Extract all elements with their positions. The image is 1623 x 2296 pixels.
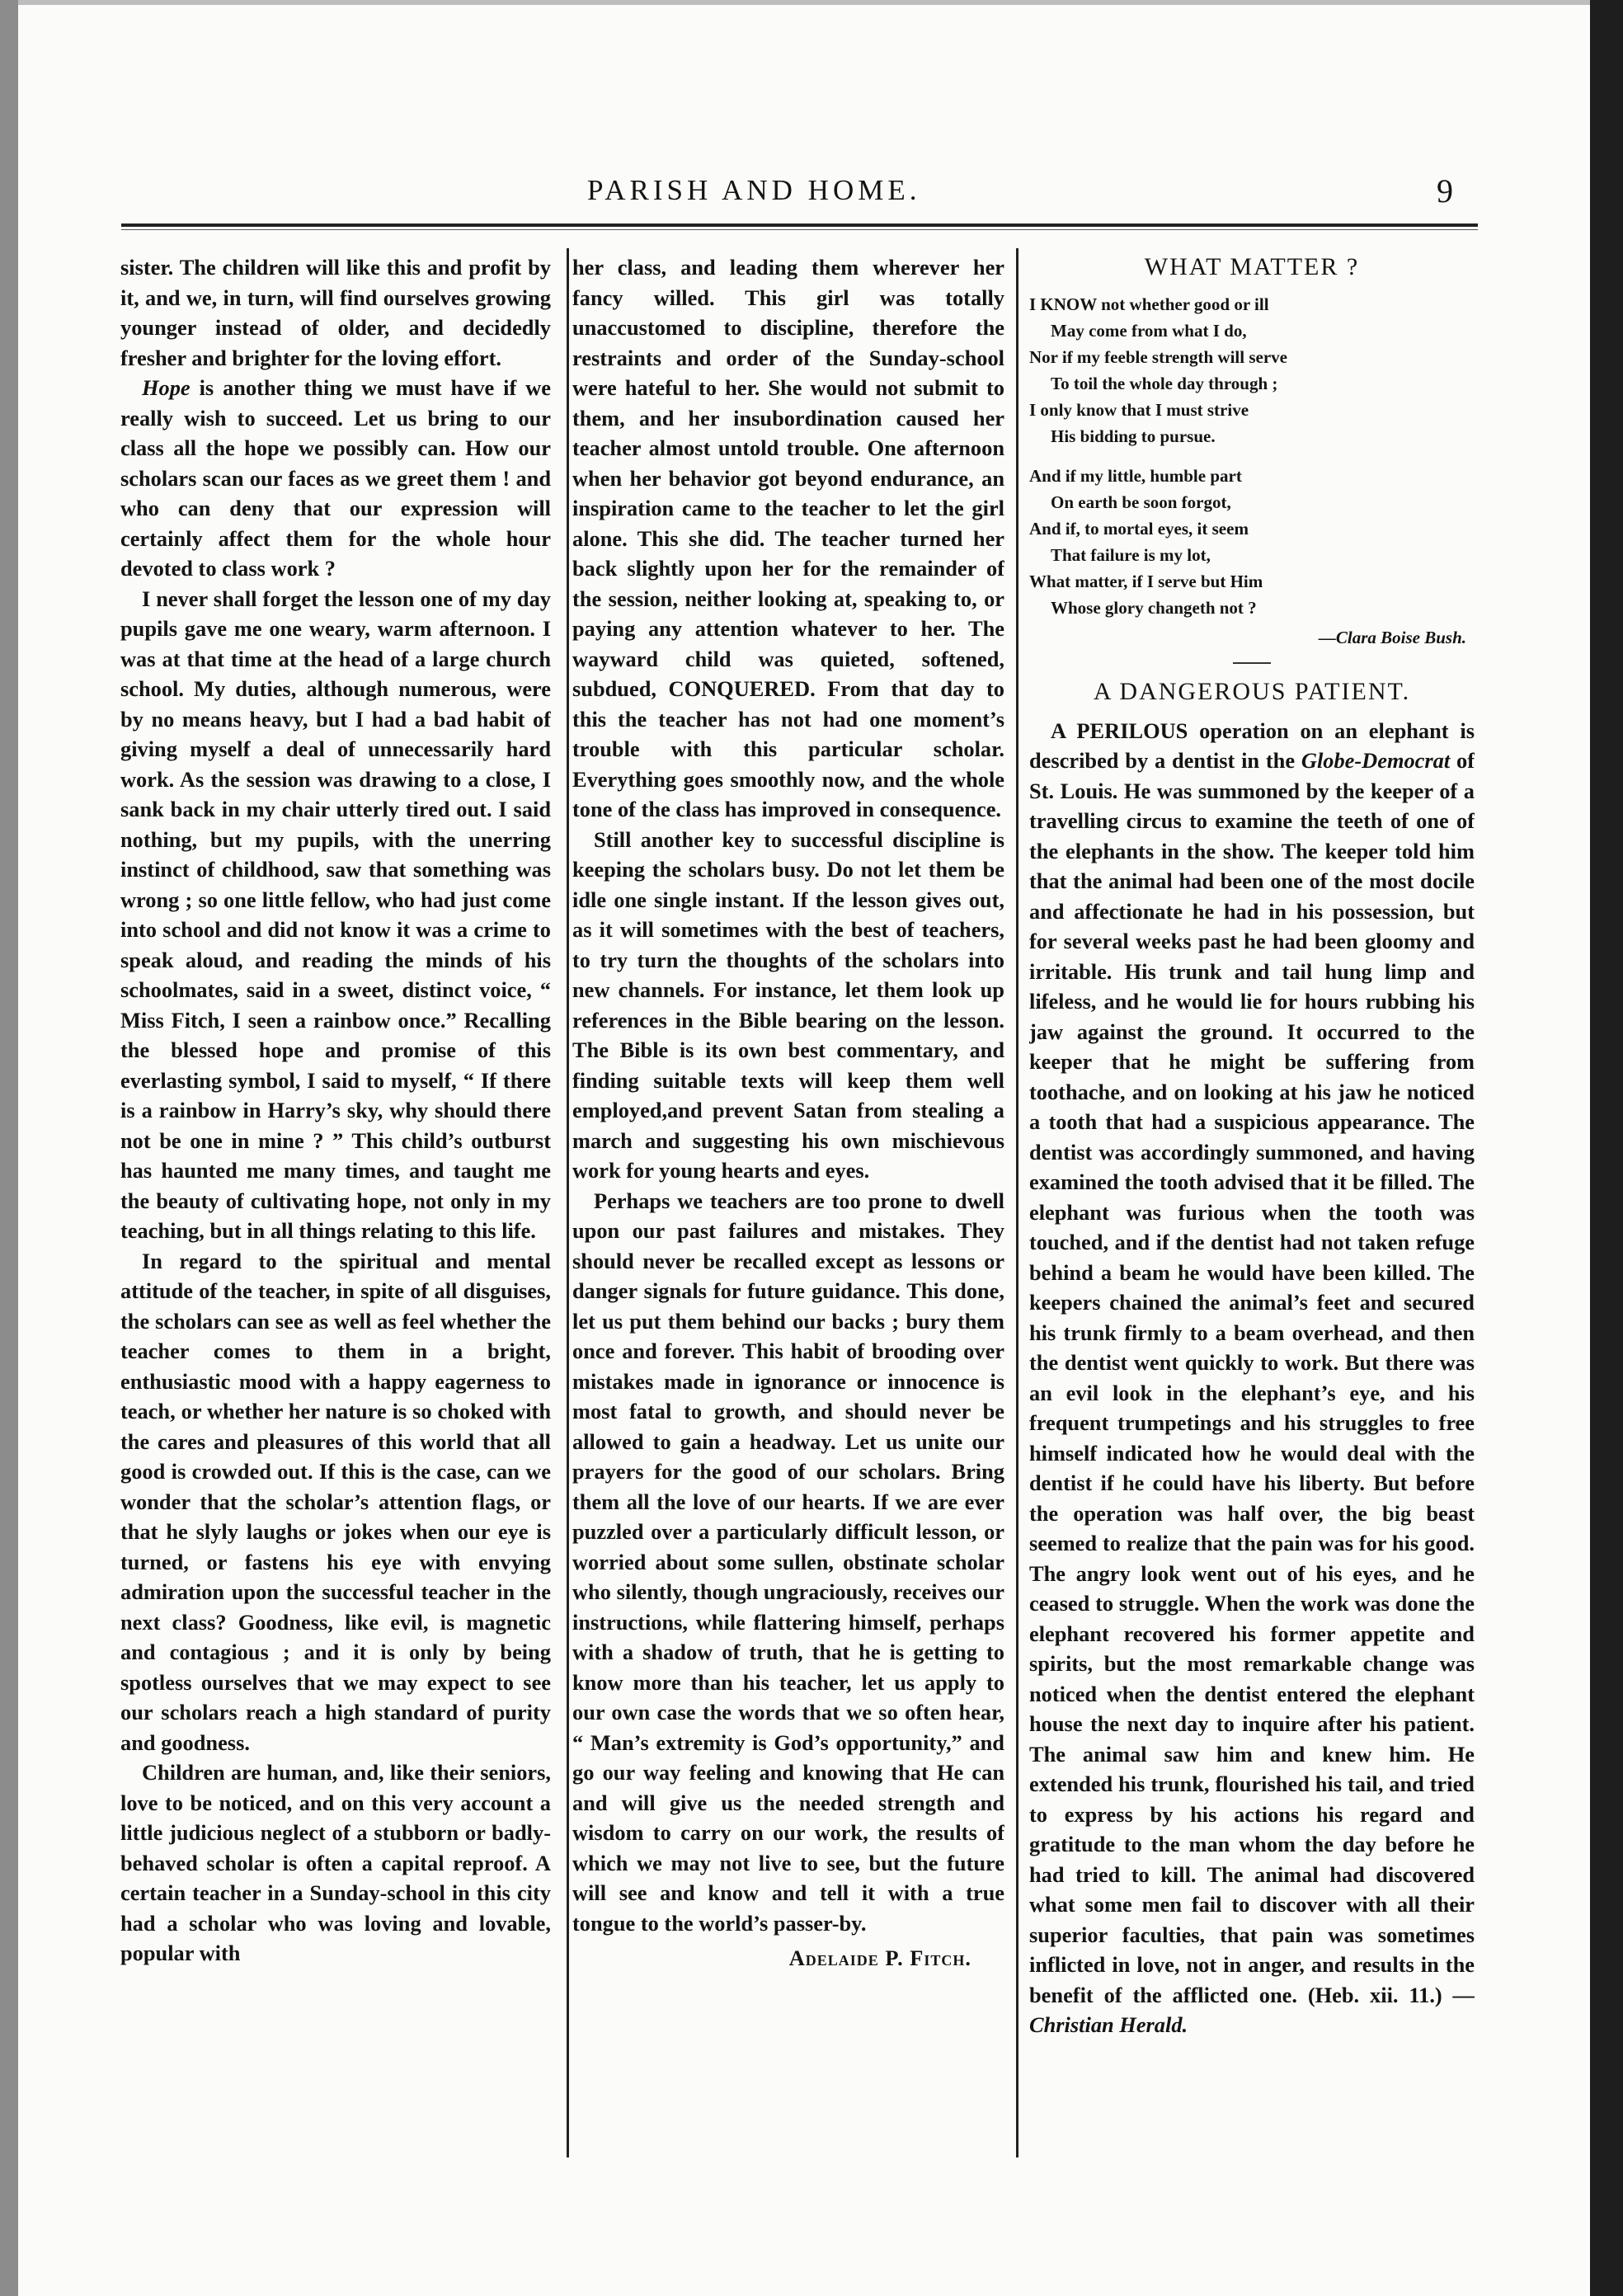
poem-line: What matter, if I serve but Him [1029,571,1263,591]
poem-line: And if, to mortal eyes, it seem [1029,518,1249,539]
article-text: A PERILOUS operation on an elephant is described by a dentist in the [1029,718,1475,773]
poem [1029,291,1475,621]
paragraph: her class, and leading them wherever her fancy willed. This girl was totally unaccustomed to discipline, therefore the restraints and order of the Sunday-school were hateful to her. She would not submit to them, and her insubordination caused her teacher almost untold trouble. One afternoon when her behavior got beyond endurance, an inspiration came to the teacher to let the girl alone. This she did. The teacher turned her back slightly upon her for the remainder of the session, neither looking at, speaking to, or paying any attention whatever to her. The wayward child was quieted, softened, subdued, CONQUERED. From that day to this the teacher has not had one moment’s trouble with this particular scholar. Everything goes smoothly now, and the whole tone of the class has improved in consequence. [572,255,1004,821]
column-left [120,252,551,2174]
scan-edge-left [0,0,18,2296]
section-divider [1233,662,1271,664]
lead-word: Hope [142,375,191,400]
poem-author: —Clara Boise Bush. [1318,627,1466,647]
poem-line: Nor if my feeble strength will serve [1029,346,1287,367]
poem-stanza [1029,463,1475,621]
article-title: A DANGEROUS PATIENT. [1093,678,1411,705]
source-name: Globe-Democrat [1301,748,1451,773]
poem-stanza [1029,291,1475,449]
poem-line: I only know that I must strive [1029,399,1249,420]
paragraph: In regard to the spiritual and mental attitude of the teacher, in spite of all disguises, the scholars can see as well as feel whether the teacher comes to them in a bright, enthusiastic mood with a happy eagerness to teach, or whether her nature is so choked with the cares and pleasures of this world that all good is crowded out. If this is the case, can we wonder that the scholar’s attention flags, or that he slyly laughs or jokes when our eye is turned, or fastens his eye with envying admiration upon the successful teacher in the next class? Goodness, like evil, is magnetic and contagious ; and it is only by being spotless ourselves that we may expect to see our scholars reach a high standard of purity and goodness. [120,1248,551,1755]
article-credit: —Christian Herald. [1029,1982,1475,2037]
header-rule-thin [121,229,1478,230]
paragraph: I never shall forget the lesson one of my day pupils gave me one weary, warm afternoon. I was at that time at the head of a large church school. My duties, although numerous, were by no means heavy, but I had a bad habit of giving myself a deal of unnecessarily hard work. As the session was drawing to a close, I sank back in my chair utterly tired out. I said nothing, but my pupils, with the unerring instinct of childhood, saw that something was wrong ; so one little fellow, who had just come into school and did not know it was a crime to speak aloud, and reading the minds of his schoolmates, said in a sweet, distinct voice, “ Miss Fitch, I seen a rainbow once.” Recalling the blessed hope and promise of this everlasting symbol, I said to myself, “ If there is a rainbow in Harry’s sky, why should there not be one in mine ? ” This child’s outburst has haunted me many times, and taught me the beauty of cultivating hope, not only in my teaching, but in all things relating to this life. [120,586,551,1243]
paragraph: Still another key to successful discipline is keeping the scholars busy. Do not let them be idle one single instant. If the lesson gives out, as it will sometimes with the best of teachers, to try turn the thoughts of the scholars into new channels. For instance, let them look up references in the Bible bearing on the lesson. The Bible is its own best commentary, and finding suitable texts will keep them well employed,and prevent Satan from stealing a march and suggesting his own mischievous work for young hearts and eyes. [572,826,1004,1183]
paragraph: Children are human, and, like their seniors, love to be noticed, and on this very account a little judicious neglect of a stubborn or badly-behaved scholar is often a capital reproof. A certain teacher in a Sunday-school in this city had a scholar who was loving and lovable, popular with [120,1760,551,1965]
paragraph-text: is another thing we must have if we really wish to succeed. Let us bring to our class all the hope we possibly can. How our scholars scan our faces as we greet them ! and who can deny that our expression will certainly affect them for the whole hour devoted to class work ? [120,375,551,581]
poem-line: That failure is my lot, [1051,544,1211,565]
page-sheet [18,5,1590,2296]
poem-line: On earth be soon forgot, [1051,492,1231,512]
column-right [1029,252,1475,2174]
paragraph: Perhaps we teachers are too prone to dwell upon our past failures and mistakes. They should never be recalled except as lessons or danger signals for future guidance. This done, let us put them behind our backs ; bury them once and forever. This habit of brooding over mistakes made in ignorance or innocence is most fatal to growth, and should never be allowed to gain a headway. Let us unite our prayers for the good of our scholars. Bring them all the love of our hearts. If we are ever puzzled over a particularly difficult lesson, or worried about some sullen, obstinate scholar who silently, though ungraciously, receives our instructions, while flattering himself, perhaps with a shadow of truth, that he is getting to know more than his teacher, let us apply to our own case the words that we so often hear, “ Man’s extremity is God’s opportunity,” and go our way feeling and knowing that He can and will give us the needed strength and wisdom to carry on our work, the results of which we may not live to see, but the future will see and know and tell it with a true tongue to the world’s passer-by. [572,1188,1004,1936]
paragraph: sister. The children will like this and profit by it, and we, in turn, will find ourselves growing younger instead of older, and decidedly fresher and brighter for the loving effort. [120,255,551,370]
poem-line: May come from what I do, [1051,320,1247,341]
poem-line: I KNOW not whether good or ill [1029,294,1269,314]
poem-line: Whose glory changeth not ? [1051,597,1257,618]
paragraph [120,373,551,584]
running-head [18,174,1590,215]
poem-title: WHAT MATTER ? [1144,253,1360,280]
article-body [1029,716,1475,2040]
column-middle [572,252,1004,2174]
poem-line: To toil the whole day through ; [1051,373,1278,393]
page-number: 9 [1437,172,1453,209]
author-signature: Adelaide P. Fitch. [788,1945,971,1970]
scan-edge-right [1590,0,1623,2296]
article-text: of St. Louis. He was summoned by the keeper of a travelling circus to examine the teeth of one of the elephants in the show. The keeper told him that the animal had been one of the most docile and affectionate he had in his possession, but for several weeks past he had been gloomy and irritable. His trunk and tail hung limp and lifeless, and he would lie for hours rubbing his jaw against the ground. It occurred to the keeper that he might be suffering from toothache, and on looking at his jaw he noticed a tooth that had a suspicious appearance. The dentist was accordingly summoned, and having examined the tooth advised that it be filled. The elephant was furious when the tooth was touched, and if the dentist had not taken refuge behind a beam he would have been killed. The keepers chained the animal’s feet and secured his trunk firmly to a beam overhead, and then the dentist went quickly to work. But there was an evil look in the elephant’s eye, and his frequent trumpetings and his struggles to free himself indicated how he would deal with the dentist if he could have his liberty. But before the operation was half over, the big beast seemed to realize that the pain was for his good. The angry look went out of his eyes, and he ceased to struggle. When the work was done the elephant recovered his former appetite and spirits, but the most remarkable change was noticed when the dentist entered the elephant house the next day to inquire after his patient. The animal saw him and knew him. He extended his trunk, flourished his tail, and tried to express by his actions his regard and gratitude to the man whom the day before he had tried to kill. The animal had discovered what some men fail to discover with all their superior faculties, that pain was sometimes inflicted in love, not in anger, and results in the benefit of the afflicted one. (Heb. xii. 11.) [1029,748,1475,2007]
column-divider-2 [1016,248,1018,2157]
poem-line: And if my little, humble part [1029,465,1242,486]
poem-line: His bidding to pursue. [1051,426,1216,446]
page-title: PARISH AND HOME. [587,174,921,206]
column-divider-1 [567,248,569,2157]
header-rule-thick [121,223,1478,227]
